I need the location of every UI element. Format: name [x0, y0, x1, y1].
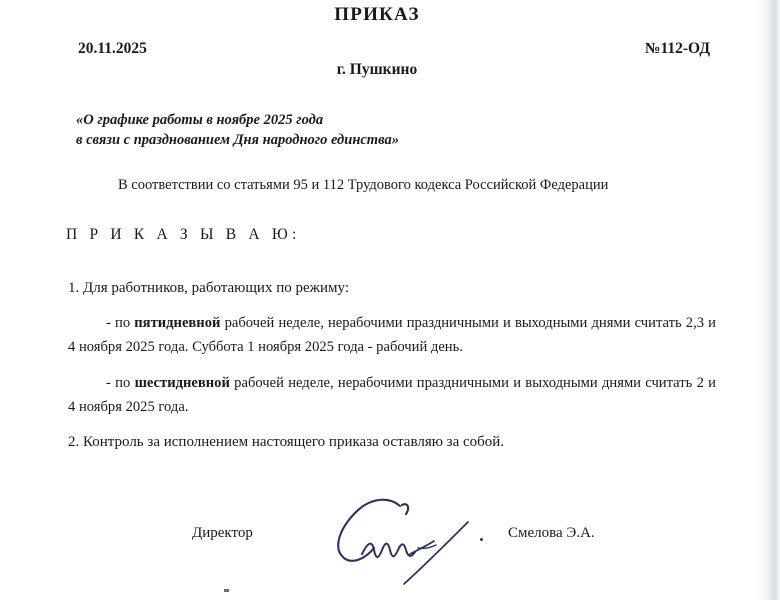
scan-artifact	[224, 589, 229, 592]
clause-1-item-five-day	[68, 312, 716, 359]
document-subject	[76, 110, 596, 150]
clause-lead-word: по	[115, 375, 131, 391]
emphasis-six-day: шестидневной	[134, 375, 230, 391]
document-number: №112-ОД	[644, 40, 710, 57]
signer-role: Директор	[192, 525, 253, 541]
clause-2-text: 2. Контроль за исполнением настоящего приказа оставляю за собой.	[68, 434, 505, 450]
legal-basis-text: В соответствии со статьями 95 и 112 Трудового кодекса Российской Федерации	[118, 177, 609, 193]
order-keyword: П Р И К А З Ы В А Ю:	[66, 226, 301, 243]
clause-1-item-six-day	[68, 372, 716, 419]
clause-body-text: рабочей неделе, нерабочими праздничными и выходными днями считать 2 и 4 ноября 2025 года.	[68, 375, 716, 415]
page-edge-shadow	[754, 0, 780, 600]
signature-ink-dot	[480, 538, 483, 541]
signer-name: Смелова Э.А.	[508, 525, 595, 541]
list-dash: -	[106, 375, 111, 391]
clause-lead-word: по	[115, 315, 131, 331]
page-title: ПРИКАЗ	[334, 4, 420, 25]
subject-line-2: в связи с празднованием Дня народного единства»	[76, 132, 399, 148]
clause-1-heading: 1. Для работников, работающих по режиму:	[68, 280, 349, 296]
list-dash: -	[106, 315, 111, 331]
document-date: 20.11.2025	[78, 40, 147, 57]
document-city: г. Пушкино	[336, 61, 418, 78]
clause-body-text: рабочей неделе, нерабочими праздничными и выходными днями считать 2,3 и 4 ноября 2025 года. Суббота 1 ноября 2025 года - рабочий день.	[68, 315, 716, 355]
subject-line-1: «О графике работы в ноябре 2025 года	[76, 112, 324, 128]
emphasis-five-day: пятидневной	[134, 315, 221, 331]
handwritten-signature-icon	[322, 492, 512, 588]
